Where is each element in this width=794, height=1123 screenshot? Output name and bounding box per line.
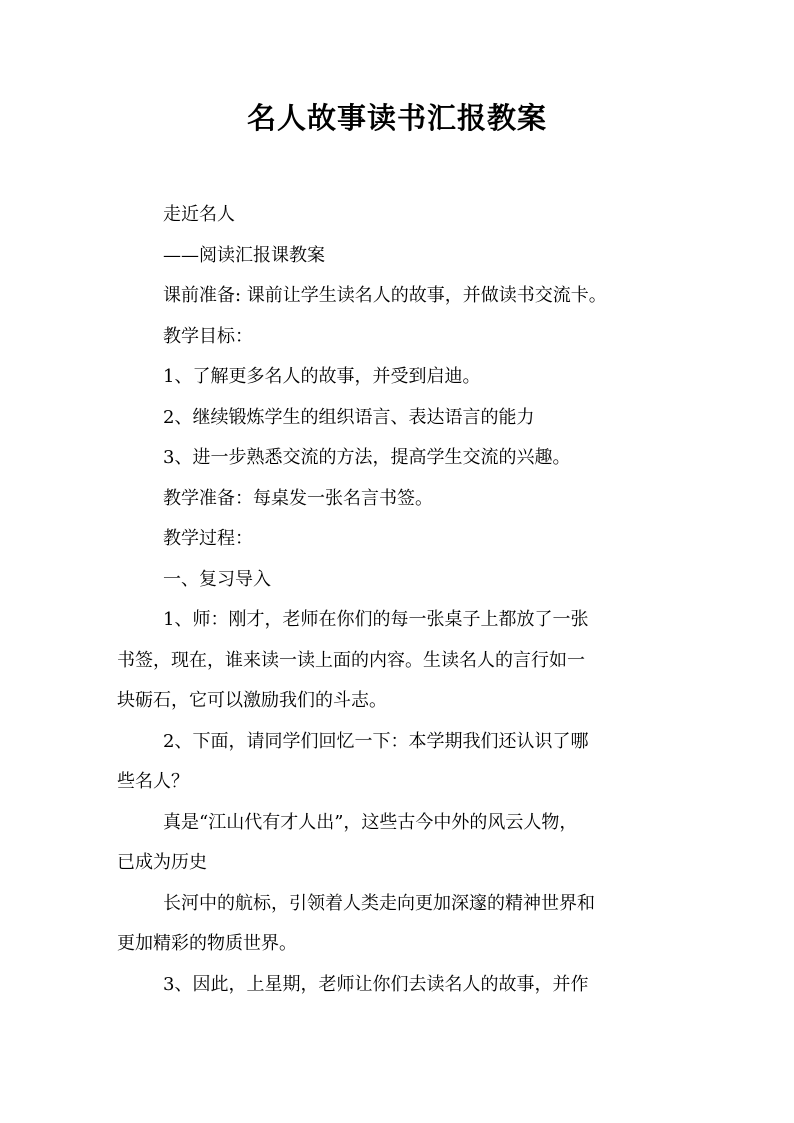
text-line: 1、师：刚才，老师在你们的每一张桌子上都放了一张	[163, 609, 589, 630]
document-body	[117, 195, 677, 1005]
text-line: 些名人？	[117, 771, 189, 792]
text-line: 2、继续锻炼学生的组织语言、表达语言的能力	[163, 406, 535, 428]
text-line: 长河中的航标，引领着人类走向更加深邃的精神世界和	[163, 892, 595, 914]
document-title: 名人故事读书汇报教案	[246, 101, 547, 135]
text-line: 已成为历史	[117, 852, 207, 873]
text-line: 真是“江山代有才人出”，这些古今中外的风云人物，	[163, 811, 578, 833]
text-line: 更加精彩的物质世界。	[117, 933, 297, 954]
text-line: 书签，现在，谁来读一读上面的内容。生读名人的言行如一	[117, 649, 585, 671]
text-line: ——阅读汇报课教案	[163, 244, 325, 266]
text-line: 教学准备：每桌发一张名言书签。	[163, 487, 433, 509]
text-line: 教学目标：	[163, 325, 253, 347]
text-line: 2、下面，请同学们回忆一下：本学期我们还认识了哪	[163, 730, 589, 752]
text-line: 块砺石，它可以激励我们的斗志。	[117, 690, 387, 711]
text-line: 3、进一步熟悉交流的方法，提高学生交流的兴趣。	[163, 447, 571, 468]
text-line: 走近名人	[163, 204, 235, 225]
text-line: 3、因此，上星期，老师让你们去读名人的故事，并作	[163, 973, 589, 995]
text-line: 教学过程：	[163, 528, 253, 549]
text-line: 课前准备: 课前让学生读名人的故事，并做读书交流卡。	[163, 285, 607, 306]
text-line: 1、了解更多名人的故事，并受到启迪。	[163, 366, 481, 387]
text-line: 一、复习导入	[163, 568, 271, 590]
